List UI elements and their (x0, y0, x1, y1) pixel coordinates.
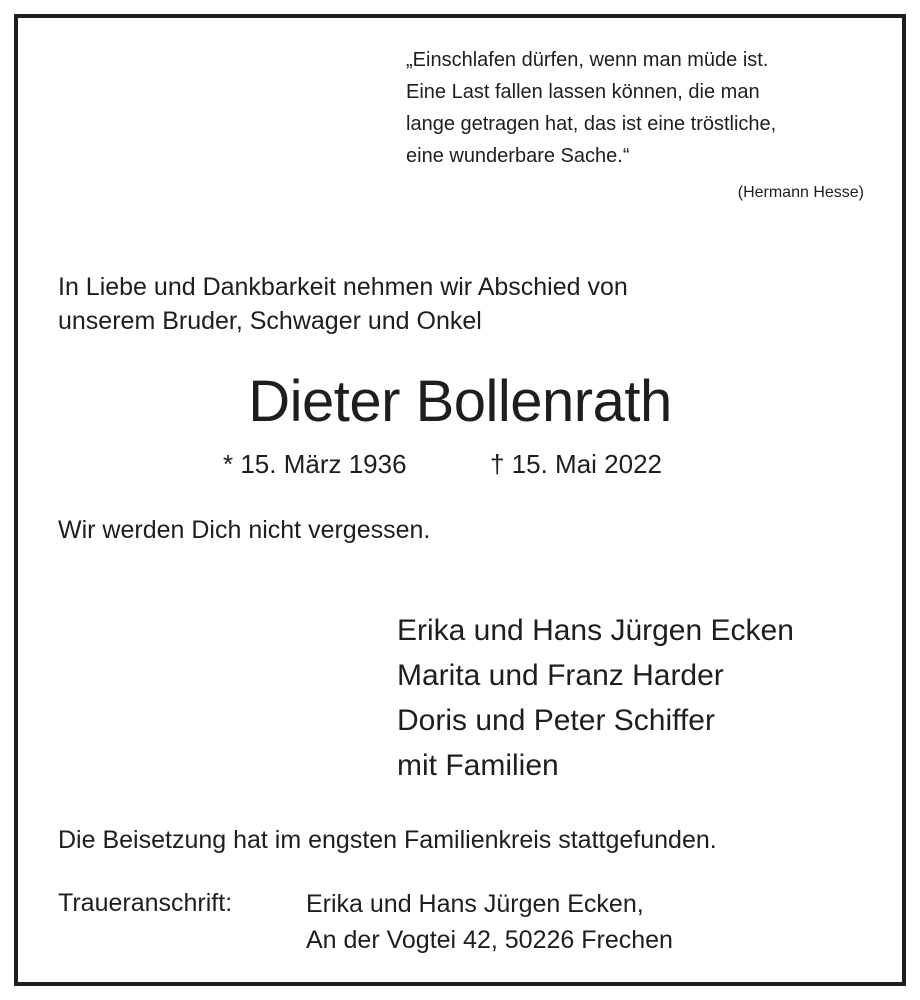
mourning-address (306, 886, 673, 958)
intro-line: unserem Bruder, Schwager und Onkel (58, 307, 482, 335)
quote-line: lange getragen hat, das ist eine tröstliche, (406, 113, 777, 135)
mourner-name: Doris und Peter Schiffer (397, 704, 715, 737)
quote-block (406, 44, 876, 172)
mourner-name: Marita und Franz Harder (397, 659, 724, 692)
intro-text (58, 270, 628, 338)
address-line: An der Vogtei 42, 50226 Frechen (306, 926, 673, 954)
quote-line: Eine Last fallen lassen können, die man (406, 81, 760, 103)
quote-line: eine wunderbare Sache.“ (406, 145, 630, 167)
farewell-text: Wir werden Dich nicht vergessen. (58, 516, 431, 544)
burial-note: Die Beisetzung hat im engsten Familienkreis stattgefunden. (58, 826, 717, 854)
birth-date: * 15. März 1936 (223, 449, 407, 479)
deceased-name: Dieter Bollenrath (248, 369, 672, 434)
mourners-list (397, 608, 794, 788)
intro-line: In Liebe und Dankbarkeit nehmen wir Abschied von (58, 273, 628, 301)
quote-author: (Hermann Hesse) (737, 184, 864, 201)
quote-line: „Einschlafen dürfen, wenn man müde ist. (406, 49, 769, 71)
mourning-address-label: Traueranschrift: (58, 889, 233, 917)
mourner-name: Erika und Hans Jürgen Ecken (397, 614, 794, 647)
mourner-name: mit Familien (397, 749, 559, 782)
death-date: † 15. Mai 2022 (490, 449, 663, 479)
address-line: Erika und Hans Jürgen Ecken, (306, 890, 644, 918)
